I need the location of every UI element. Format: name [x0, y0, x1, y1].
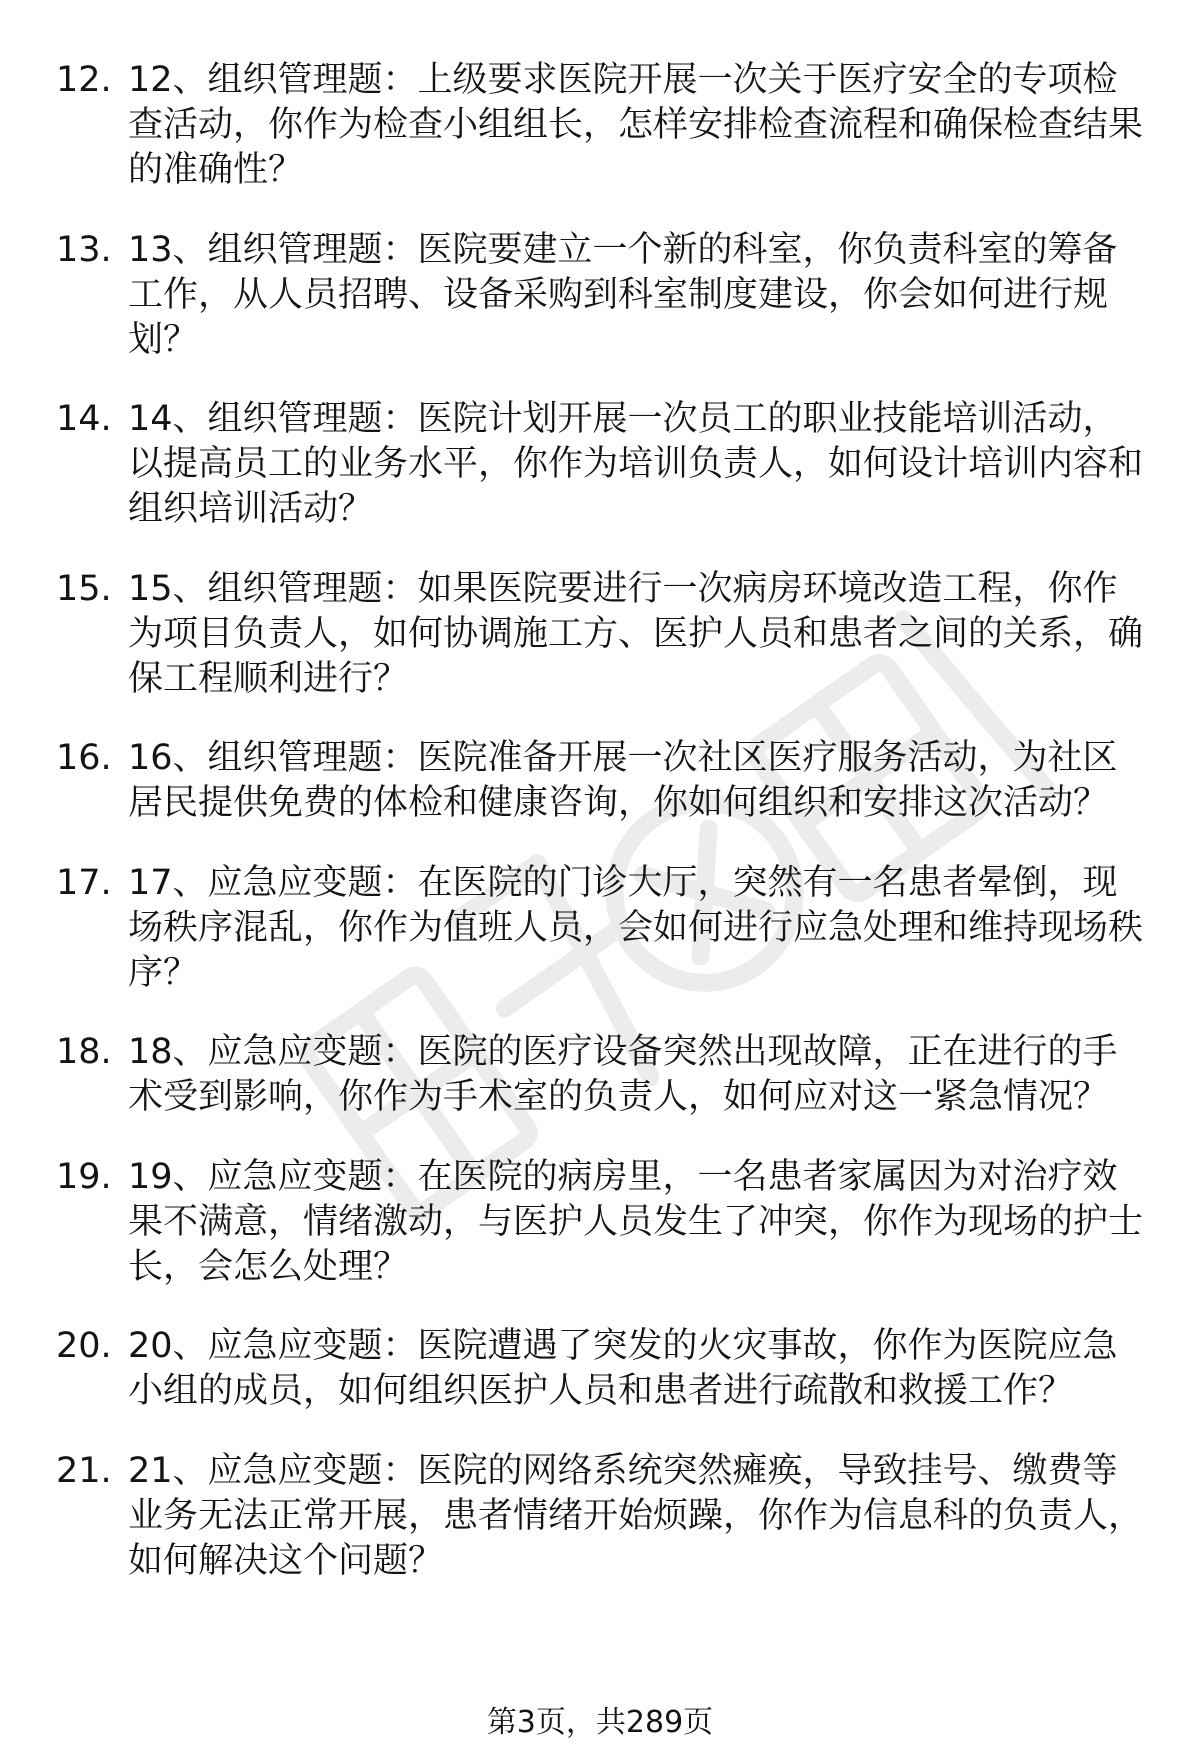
question-number: 14.	[56, 399, 112, 439]
question-number: 15.	[56, 568, 112, 609]
question-text: 19、应急应变题：在医院的病房里，一名患者家属因为对治疗效果不满意，情绪激动，与医护人员发生了冲突，你作为现场的护士长，会怎么处理？	[128, 1156, 1144, 1287]
question-item-21	[0, 1449, 1200, 1584]
question-number: 17.	[56, 862, 112, 903]
question-number: 18.	[56, 1032, 112, 1072]
question-number: 20.	[56, 1326, 112, 1366]
question-number: 21.	[56, 1450, 112, 1491]
question-item-19	[0, 1155, 1200, 1290]
question-text: 14、组织管理题：医院计划开展一次员工的职业技能培训活动，以提高员工的业务水平，你作为培训负责人，如何设计培训内容和组织培训活动？	[128, 399, 1144, 529]
question-text: 13、组织管理题：医院要建立一个新的科室，你负责科室的筹备工作，从人员招聘、设备采购到科室制度建设，你会如何进行规划？	[128, 229, 1118, 360]
question-list	[0, 58, 1200, 1618]
question-number: 12.	[56, 60, 112, 100]
question-text: 20、应急应变题：医院遭遇了突发的火灾事故，你作为医院应急小组的成员，如何组织医护人员和患者进行疏散和救援工作？	[128, 1326, 1118, 1411]
question-item-18	[0, 1030, 1200, 1120]
question-number: 13.	[56, 229, 112, 270]
question-item-12	[0, 58, 1200, 193]
question-text: 21、应急应变题：医院的网络系统突然瘫痪，导致挂号、缴费等业务无法正常开展，患者情绪开始烦躁，你作为信息科的负责人，如何解决这个问题？	[128, 1450, 1144, 1581]
question-text: 15、组织管理题：如果医院要进行一次病房环境改造工程，你作为项目负责人，如何协调施工方、医护人员和患者之间的关系，确保工程顺利进行？	[128, 568, 1144, 699]
question-item-17	[0, 861, 1200, 996]
question-number: 16.	[56, 738, 112, 778]
question-text: 18、应急应变题：医院的医疗设备突然出现故障，正在进行的手术受到影响，你作为手术室的负责人，如何应对这一紧急情况？	[128, 1032, 1118, 1117]
question-text: 12、组织管理题：上级要求医院开展一次关于医疗安全的专项检查活动，你作为检查小组组长，怎样安排检查流程和确保检查结果的准确性？	[128, 60, 1144, 190]
page-footer: 第3页，共289页	[486, 1705, 714, 1740]
question-number: 19.	[56, 1156, 112, 1197]
question-item-20	[0, 1324, 1200, 1414]
question-item-14	[0, 397, 1200, 532]
question-text: 16、组织管理题：医院准备开展一次社区医疗服务活动，为社区居民提供免费的体检和健康咨询，你如何组织和安排这次活动？	[128, 738, 1118, 823]
question-item-16	[0, 736, 1200, 826]
question-item-13	[0, 228, 1200, 363]
question-text: 17、应急应变题：在医院的门诊大厅，突然有一名患者晕倒，现场秩序混乱，你作为值班人员，会如何进行应急处理和维持现场秩序？	[128, 862, 1144, 993]
question-item-15	[0, 567, 1200, 702]
